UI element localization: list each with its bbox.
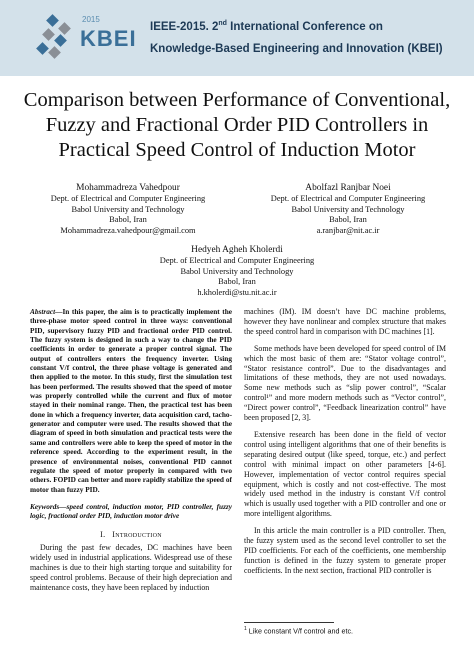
author-block-3 bbox=[137, 244, 337, 298]
author-university: Babol University and Technology bbox=[180, 266, 294, 276]
author-dept: Dept. of Electrical and Computer Engineering bbox=[270, 194, 426, 203]
author-city: Babol, Iran bbox=[218, 277, 256, 287]
section-title: Introduction bbox=[112, 529, 162, 539]
abstract bbox=[30, 307, 232, 494]
logo-name: KBEI bbox=[80, 26, 137, 51]
footnote-mark: 1 bbox=[244, 626, 247, 632]
body-paragraph-2: Some methods have been developed for speed control of IM which the most basic of them are: “Stator voltage control”, “Stator resistance control”. Due to the disadvantages and limitations of these methods, they are not used nowadays. Some new methods such as “slip power control”, “Scalar control¹” and more modern methods such as “Vector control”, “Direct power control”, “Feedback linearization control” have been proposed [2, 3]. bbox=[244, 343, 446, 423]
author-name: Mohammadreza Vahedpour bbox=[76, 183, 180, 193]
conference-line-1 bbox=[150, 20, 470, 33]
author-university: Babol University and Technology bbox=[71, 204, 185, 214]
footnote bbox=[244, 626, 353, 635]
abstract-label: Abstract bbox=[30, 307, 56, 316]
keywords-label: Keywords bbox=[30, 501, 60, 511]
intro-paragraph-1: During the past few decades, DC machines have been widely used in industrial applications. Widespread use of these machines is due to their high starting torque and suitability for speed control problems. Because of their high depreciation and maintenance costs, they have been replaced by induction bbox=[30, 543, 232, 593]
right-column bbox=[244, 307, 446, 576]
conference-line-1-sup: nd bbox=[218, 20, 227, 27]
keywords bbox=[30, 502, 232, 521]
kbei-logo bbox=[34, 14, 154, 70]
author-name: Abolfazl Ranjbar Noei bbox=[305, 183, 391, 193]
body-paragraph-3: Extensive research has been done in the field of vector control using intelligent algorithms that one of their benefits is separating desired output (like speed, torque, etc.) and perfect control with minimal impact on other parameters [4-6]. However, implementation of vector control requires special equipment, which is costly and not cost-effective. The most widely used method in the industry is constant V/f control which is usually used together with a PID controller and one or more intelligent algorithms. bbox=[244, 429, 446, 519]
author-email[interactable]: a.ranjbar@nit.ac.ir bbox=[316, 225, 380, 235]
footnote-rule bbox=[244, 622, 334, 623]
paper-title bbox=[20, 88, 454, 163]
author-city: Babol, Iran bbox=[109, 215, 147, 225]
conference-banner bbox=[0, 0, 474, 76]
section-heading bbox=[30, 530, 232, 540]
author-dept: Dept. of Electrical and Computer Engineering bbox=[50, 194, 206, 203]
conference-line-1-prefix: IEEE-2015. 2 bbox=[150, 20, 219, 33]
author-block-1 bbox=[28, 182, 228, 236]
title-line-2: Fuzzy and Fractional Order PID Controllers in bbox=[45, 114, 429, 136]
keywords-text: —speed control, induction motor, PID controller, fuzzy logic, fractional order PID, induction motor drive bbox=[30, 501, 232, 521]
body-paragraph-4: In this article the main controller is a PID controller. Then, the fuzzy system used as the second level controller to set the PID coefficients. For each of the coefficients, one membership function is defined in the fuzzy system to generate proper coefficients. In the next section, fractional PID controller is bbox=[244, 526, 446, 575]
logo-cubes-icon bbox=[34, 14, 80, 70]
conference-line-2: Knowledge-Based Engineering and Innovation (KBEI) bbox=[150, 43, 443, 55]
abstract-text: —In this paper, the aim is to practically implement the three-phase motor speed control in three ways: conventional PID, supervisory fuzzy PID and fractional order PID control. The fuzzy system is designed in such a way to change the PID coefficients in order to generate a proper control signal. The output of controllers enters the frequency inverter. Using constant V/f control, the three phase voltage is generated and then applied to the motor. In this study, first the simulation test has been performed. The results showed that the speed of motor was properly controlled while the current and flux of motor stayed in their nominal range. Then, the practical test has been done in which a frequency inverter, data acquisition card, tacho-generator and computer were used. The results showed that the diagram of speed in both simulation and practical tests were the same and controllers were able to keep the speed of motor in the reference speed. According to the experiment result, in the presence of environmental noises, conventional PID cannot regulate the speed of motor properly in compared with two others. FOPID can better and more rapidly stabilize the speed of motor than fuzzy PID. bbox=[30, 307, 232, 494]
author-dept: Dept. of Electrical and Computer Engineering bbox=[159, 256, 315, 265]
title-line-1: Comparison between Performance of Conventional, bbox=[23, 89, 451, 111]
author-email[interactable]: h.kholerdi@stu.nit.ac.ir bbox=[197, 287, 277, 297]
author-name: Hedyeh Agheh Kholerdi bbox=[191, 245, 283, 255]
author-email[interactable]: Mohammadreza.vahedpour@gmail.com bbox=[60, 225, 196, 235]
section-number: I. bbox=[100, 529, 106, 539]
footnote-text: Like constant V/f control and etc. bbox=[246, 626, 354, 636]
title-line-3: Practical Speed Control of Induction Motor bbox=[58, 139, 416, 161]
logo-year: 2015 bbox=[82, 15, 100, 24]
conference-line-1-suffix: International Conference on bbox=[226, 20, 383, 33]
author-university: Babol University and Technology bbox=[291, 204, 405, 214]
body-paragraph-1: machines (IM). IM doesn’t have DC machine problems, however they have nonlinear and complex structure that makes the speed control hard in comparison with DC machines [1]. bbox=[244, 307, 446, 336]
author-block-2 bbox=[248, 182, 448, 236]
author-city: Babol, Iran bbox=[329, 215, 367, 225]
left-column bbox=[30, 307, 232, 593]
